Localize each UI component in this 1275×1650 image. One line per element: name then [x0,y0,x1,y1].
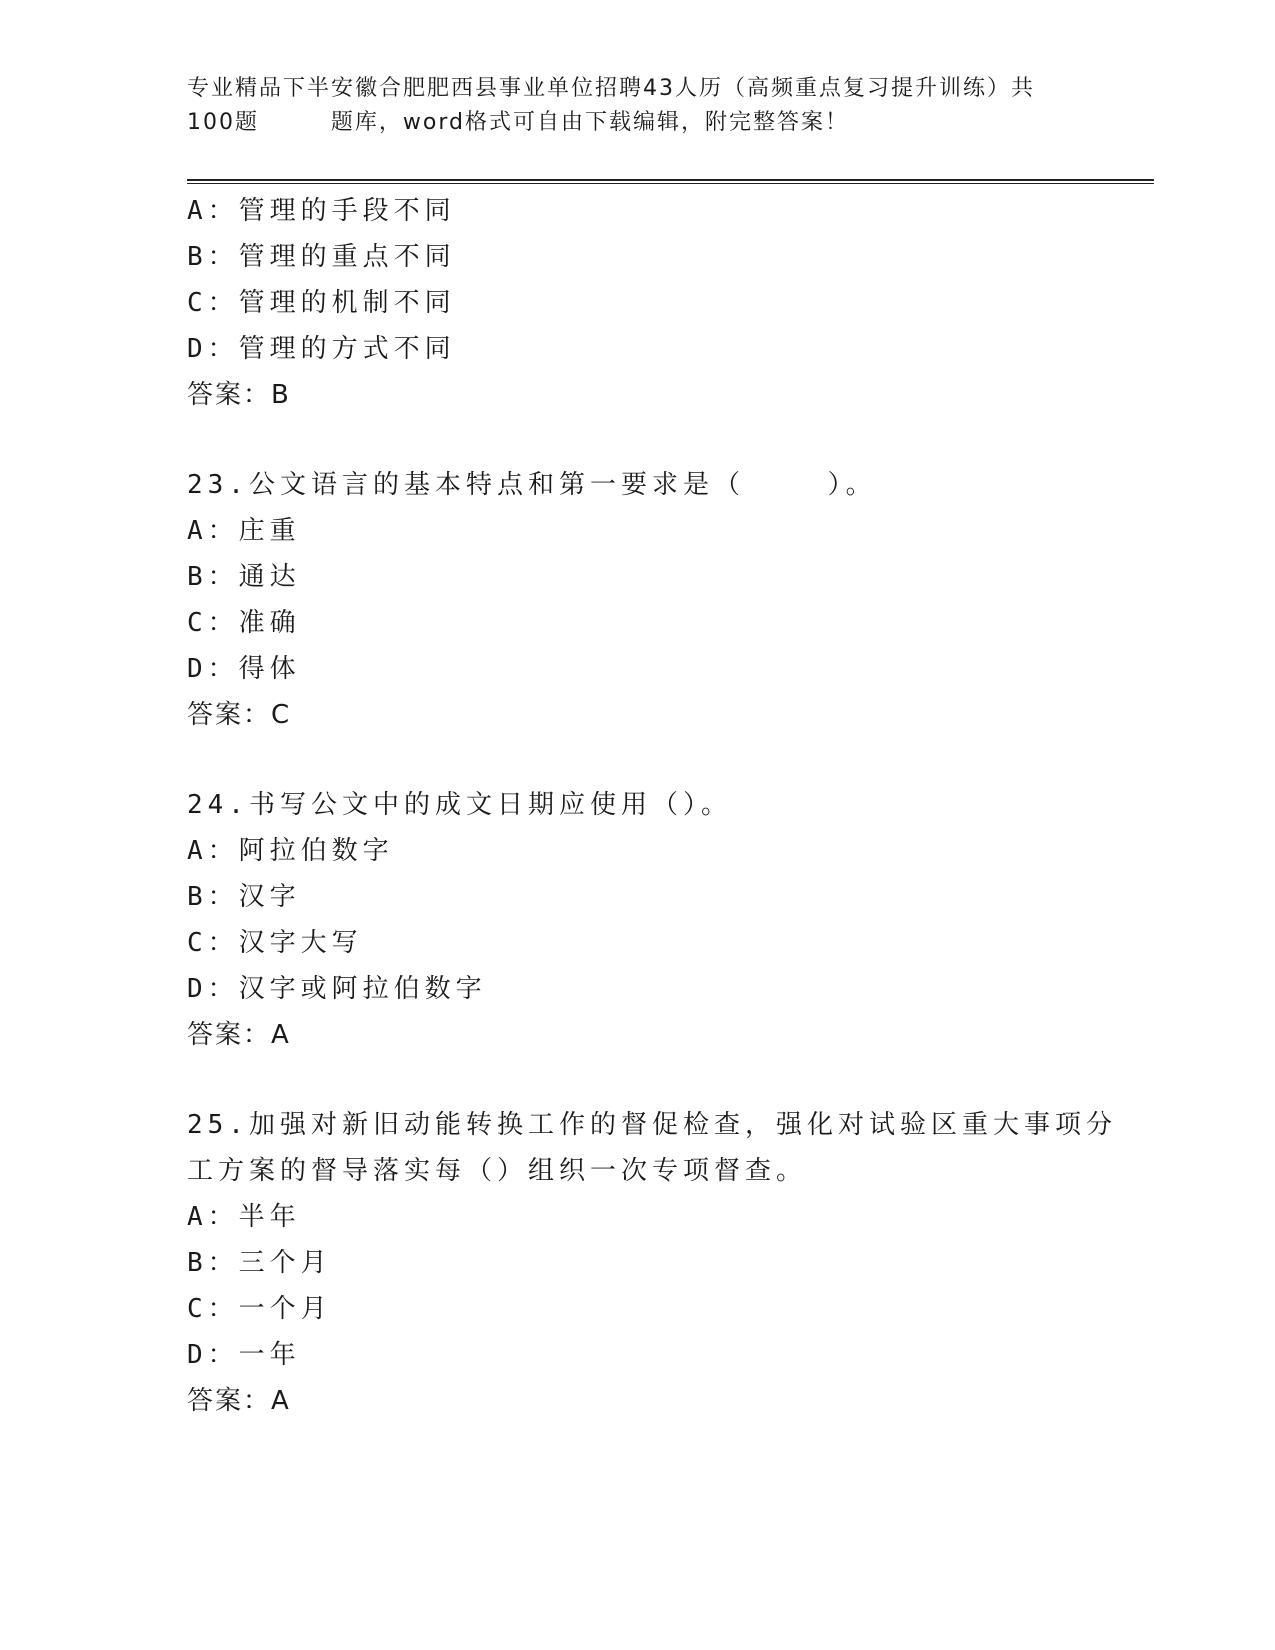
question-24 [187,782,1117,1058]
option-b: B：三个月 [187,1248,332,1278]
question-list [187,188,1117,1424]
option-b: B：汉字 [187,882,301,912]
option-d: D：管理的方式不同 [187,334,456,364]
question-25 [187,1102,1117,1424]
answer: 答案：B [187,380,291,410]
option-c: C：准确 [187,608,301,638]
header-divider [187,179,1154,184]
document-header [187,72,1087,140]
question-text: 25.加强对新旧动能转换工作的督促检查，强化对试验区重大事项分工方案的督导落实每（）组织一次专项督查。 [187,1110,1117,1186]
question-text: 24.书写公文中的成文日期应使用（）。 [187,790,732,820]
option-c: C：汉字大写 [187,928,363,958]
answer: 答案：A [187,1020,291,1050]
option-b: B：通达 [187,562,301,592]
answer: 答案：A [187,1386,291,1416]
question-text: 23.公文语言的基本特点和第一要求是（ ）。 [187,470,877,500]
option-a: A：半年 [187,1202,301,1232]
question-22-continued [187,188,1117,418]
option-a: A：阿拉伯数字 [187,836,394,866]
header-line-2: 100题 题库，word格式可自由下载编辑，附完整答案！ [187,110,850,135]
option-c: C：管理的机制不同 [187,288,456,318]
question-23 [187,462,1117,738]
header-line-1: 专业精品下半安徽合肥肥西县事业单位招聘43人历（高频重点复习提升训练）共 [187,76,1035,101]
option-b: B：管理的重点不同 [187,242,456,272]
option-d: D：汉字或阿拉伯数字 [187,974,487,1004]
option-d: D：一年 [187,1340,301,1370]
answer: 答案：C [187,700,292,730]
option-c: C：一个月 [187,1294,332,1324]
option-d: D：得体 [187,654,301,684]
option-a: A：庄重 [187,516,301,546]
option-a: A：管理的手段不同 [187,196,456,226]
